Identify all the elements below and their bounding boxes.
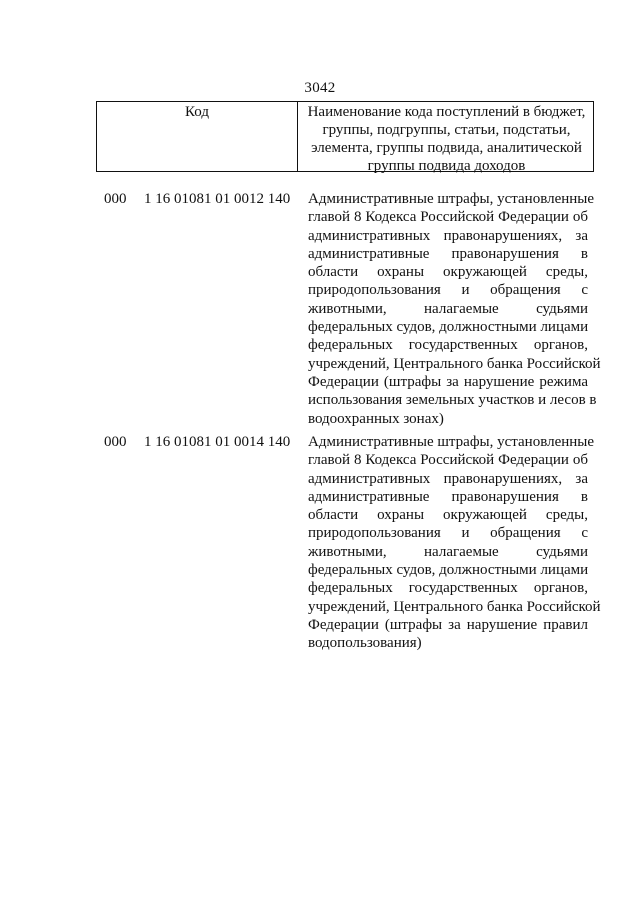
header-code-label: Код (185, 104, 209, 120)
description-line: водопользования) (308, 635, 422, 652)
header-code-cell (97, 102, 298, 171)
description-line: федеральных судов, должностными лицами (308, 562, 589, 579)
admin-code: 000 (104, 191, 127, 207)
description-line: водоохранных зонах) (308, 410, 444, 427)
description-line: области охраны окружающей среды, (308, 264, 588, 281)
revenue-code: 1 16 01081 01 0012 140 (144, 191, 291, 207)
header-name-line: группы, подгруппы, статьи, подстатьи, (322, 122, 571, 138)
header-name-line: группы подвида доходов (367, 158, 526, 174)
description-line: административные правонарушения в (308, 245, 588, 262)
admin-code: 000 (104, 434, 127, 450)
table-header (96, 101, 594, 172)
description-line: Административные штрафы, установленные (308, 434, 595, 450)
description-line: учреждений, Центрального банка Российской (308, 355, 601, 372)
description-line: Федерации (штрафы за нарушение режима (308, 373, 588, 390)
description-line: главой 8 Кодекса Российской Федерации об (308, 452, 588, 469)
description-line: области охраны окружающей среды, (308, 507, 588, 524)
description-line: административных правонарушениях, за (308, 227, 588, 244)
description-line: федеральных судов, должностными лицами (308, 319, 589, 336)
description-line: административных правонарушениях, за (308, 470, 588, 487)
description-line: животными, налагаемые судьями (308, 543, 588, 560)
description-line: учреждений, Центрального банка Российской (308, 598, 601, 615)
description-line: использования земельных участков и лесов в (308, 392, 597, 409)
description-line: Административные штрафы, установленные (308, 191, 595, 207)
header-name-line: Наименование кода поступлений в бюджет, (307, 104, 586, 120)
header-name-cell (298, 102, 595, 174)
description-line: федеральных государственных органов, (308, 337, 588, 354)
description-line: природопользования и обращения с (308, 525, 588, 542)
description-line: федеральных государственных органов, (308, 580, 588, 597)
description-line: главой 8 Кодекса Российской Федерации об (308, 209, 588, 226)
description-line: животными, налагаемые судьями (308, 300, 588, 317)
description-line: административные правонарушения в (308, 488, 588, 505)
description-line: природопользования и обращения с (308, 282, 588, 299)
description-line: Федерации (штрафы за нарушение правил (308, 616, 588, 633)
revenue-description (308, 190, 601, 428)
revenue-description (308, 433, 601, 653)
header-name-line: элемента, группы подвида, аналитической (311, 140, 582, 156)
page-number: 3042 (304, 80, 336, 96)
revenue-code: 1 16 01081 01 0014 140 (144, 434, 291, 450)
